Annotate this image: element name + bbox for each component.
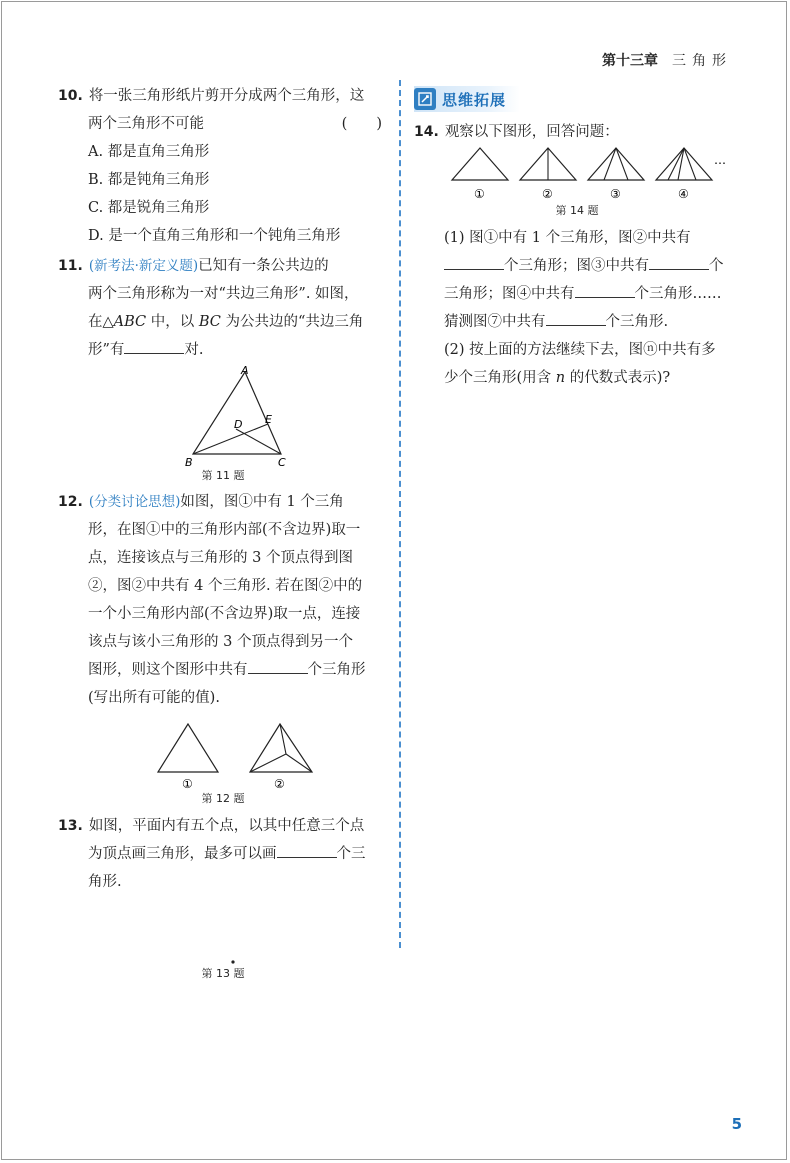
figure-caption: 第 11 题 <box>201 469 245 482</box>
label-c: C <box>278 456 286 468</box>
text-fragment: 个三角形…… <box>634 286 722 302</box>
question-number: 12. <box>58 494 83 510</box>
text-fragment: 个三角形；图③中共有 <box>504 258 649 274</box>
answer-blank <box>248 657 308 674</box>
question-text: 两个三角形不可能 <box>88 116 204 132</box>
question-10 <box>58 82 388 250</box>
question-text: 角形. <box>88 874 122 890</box>
answer-blank <box>277 841 337 858</box>
math-bc: BC <box>198 314 221 330</box>
text-fragment: 为顶点画三角形，最多可以画 <box>88 846 277 862</box>
text-fragment: 少个三角形(用含 <box>444 370 556 386</box>
page-number: 5 <box>731 1115 742 1133</box>
part-1-text: (1) 图①中有 1 个三角形，图②中共有 <box>444 230 691 246</box>
pencil-icon <box>414 88 436 110</box>
section-title: 思维拓展 <box>442 90 507 109</box>
question-text: 将一张三角形纸片剪开分成两个三角形，这 <box>88 88 365 104</box>
answer-blank <box>649 253 709 270</box>
text-fragment: 个三角形 <box>307 662 366 678</box>
text-fragment: 为公共边的“共边三角 <box>220 314 364 330</box>
text-fragment: 猜测图⑦中共有 <box>444 314 546 330</box>
question-12 <box>58 488 388 808</box>
text-fragment: 的代数式表示)? <box>565 370 671 386</box>
answer-blank <box>546 309 606 326</box>
question-number: 14. <box>414 124 439 140</box>
chapter-number: 第十三章 <box>602 53 658 69</box>
figure-11-triangle <box>58 364 388 468</box>
column-divider <box>399 80 401 948</box>
option-c: C. 都是锐角三角形 <box>88 200 210 216</box>
text-fragment: 在△ <box>88 314 114 330</box>
figure-caption: 第 14 题 <box>555 204 599 217</box>
page-header <box>602 50 732 70</box>
question-text: 该点与该小三角形的 3 个顶点得到另一个 <box>88 634 353 650</box>
fig-label-2: ② <box>274 777 285 790</box>
text-fragment: 个三角形. <box>605 314 669 330</box>
question-text: 已知有一条公共边的 <box>198 258 329 274</box>
question-number: 11. <box>58 258 83 274</box>
text-fragment: 个 <box>709 258 724 274</box>
figure-caption: 第 12 题 <box>201 792 245 805</box>
figure-caption: 第 13 题 <box>201 967 245 980</box>
option-b: B. 都是钝角三角形 <box>88 172 210 188</box>
question-text: 一个小三角形内部(不含边界)取一点，连接 <box>88 606 361 622</box>
fig-label-2: ② <box>542 187 553 201</box>
answer-paren: ( ) <box>341 116 382 132</box>
section-banner <box>414 86 520 112</box>
text-fragment: 形”有 <box>88 342 125 358</box>
option-d: D. 是一个直角三角形和一个钝角三角形 <box>88 228 341 244</box>
question-11 <box>58 252 388 484</box>
fig-label-1: ① <box>182 777 193 790</box>
text-fragment: 个三 <box>336 846 366 862</box>
left-column <box>58 82 388 982</box>
figure-13-points <box>58 896 388 966</box>
fig-label-1: ① <box>474 187 485 201</box>
math-abc: ABC <box>113 314 147 330</box>
question-text: 点，连接该点与三角形的 3 个顶点得到图 <box>88 550 353 566</box>
question-text: 观察以下图形，回答问题： <box>444 124 619 140</box>
question-text: 两个三角形称为一对“共边三角形”. 如图， <box>88 286 359 302</box>
answer-blank <box>124 337 184 354</box>
text-fragment: 中，以 <box>146 314 199 330</box>
answer-blank <box>444 253 504 270</box>
question-number: 13. <box>58 818 83 834</box>
question-tag: (新考法·新定义题) <box>88 258 199 274</box>
option-a: A. 都是直角三角形 <box>88 144 210 160</box>
question-text: (写出所有可能的值). <box>88 690 220 706</box>
text-fragment: 三角形；图④中共有 <box>444 286 575 302</box>
question-tag: (分类讨论思想) <box>88 494 181 510</box>
question-14 <box>414 118 740 392</box>
text-fragment: 对. <box>184 342 204 358</box>
right-column <box>414 118 740 392</box>
ellipsis: … <box>714 153 726 167</box>
label-d: D <box>234 418 243 431</box>
fig-label-4: ④ <box>678 187 689 201</box>
label-a: A <box>241 364 249 377</box>
question-text: ②，图②中共有 4 个三角形. 若在图②中的 <box>88 578 363 594</box>
part-2-text: (2) 按上面的方法继续下去，图ⓝ中共有多 <box>444 342 716 358</box>
chapter-name: 三角形 <box>672 53 732 69</box>
label-e: E <box>265 413 272 426</box>
question-number: 10. <box>58 88 83 104</box>
label-b: B <box>185 456 193 468</box>
figure-12 <box>58 716 388 790</box>
figure-14 <box>414 146 740 208</box>
question-13 <box>58 812 388 982</box>
question-text: 如图，图①中有 1 个三角 <box>180 494 344 510</box>
question-text: 如图，平面内有五个点，以其中任意三个点 <box>88 818 365 834</box>
fig-label-3: ③ <box>610 187 621 201</box>
math-n: n <box>555 370 566 386</box>
text-fragment: 图形，则这个图形中共有 <box>88 662 248 678</box>
answer-blank <box>575 281 635 298</box>
question-text: 形，在图①中的三角形内部(不含边界)取一 <box>88 522 361 538</box>
